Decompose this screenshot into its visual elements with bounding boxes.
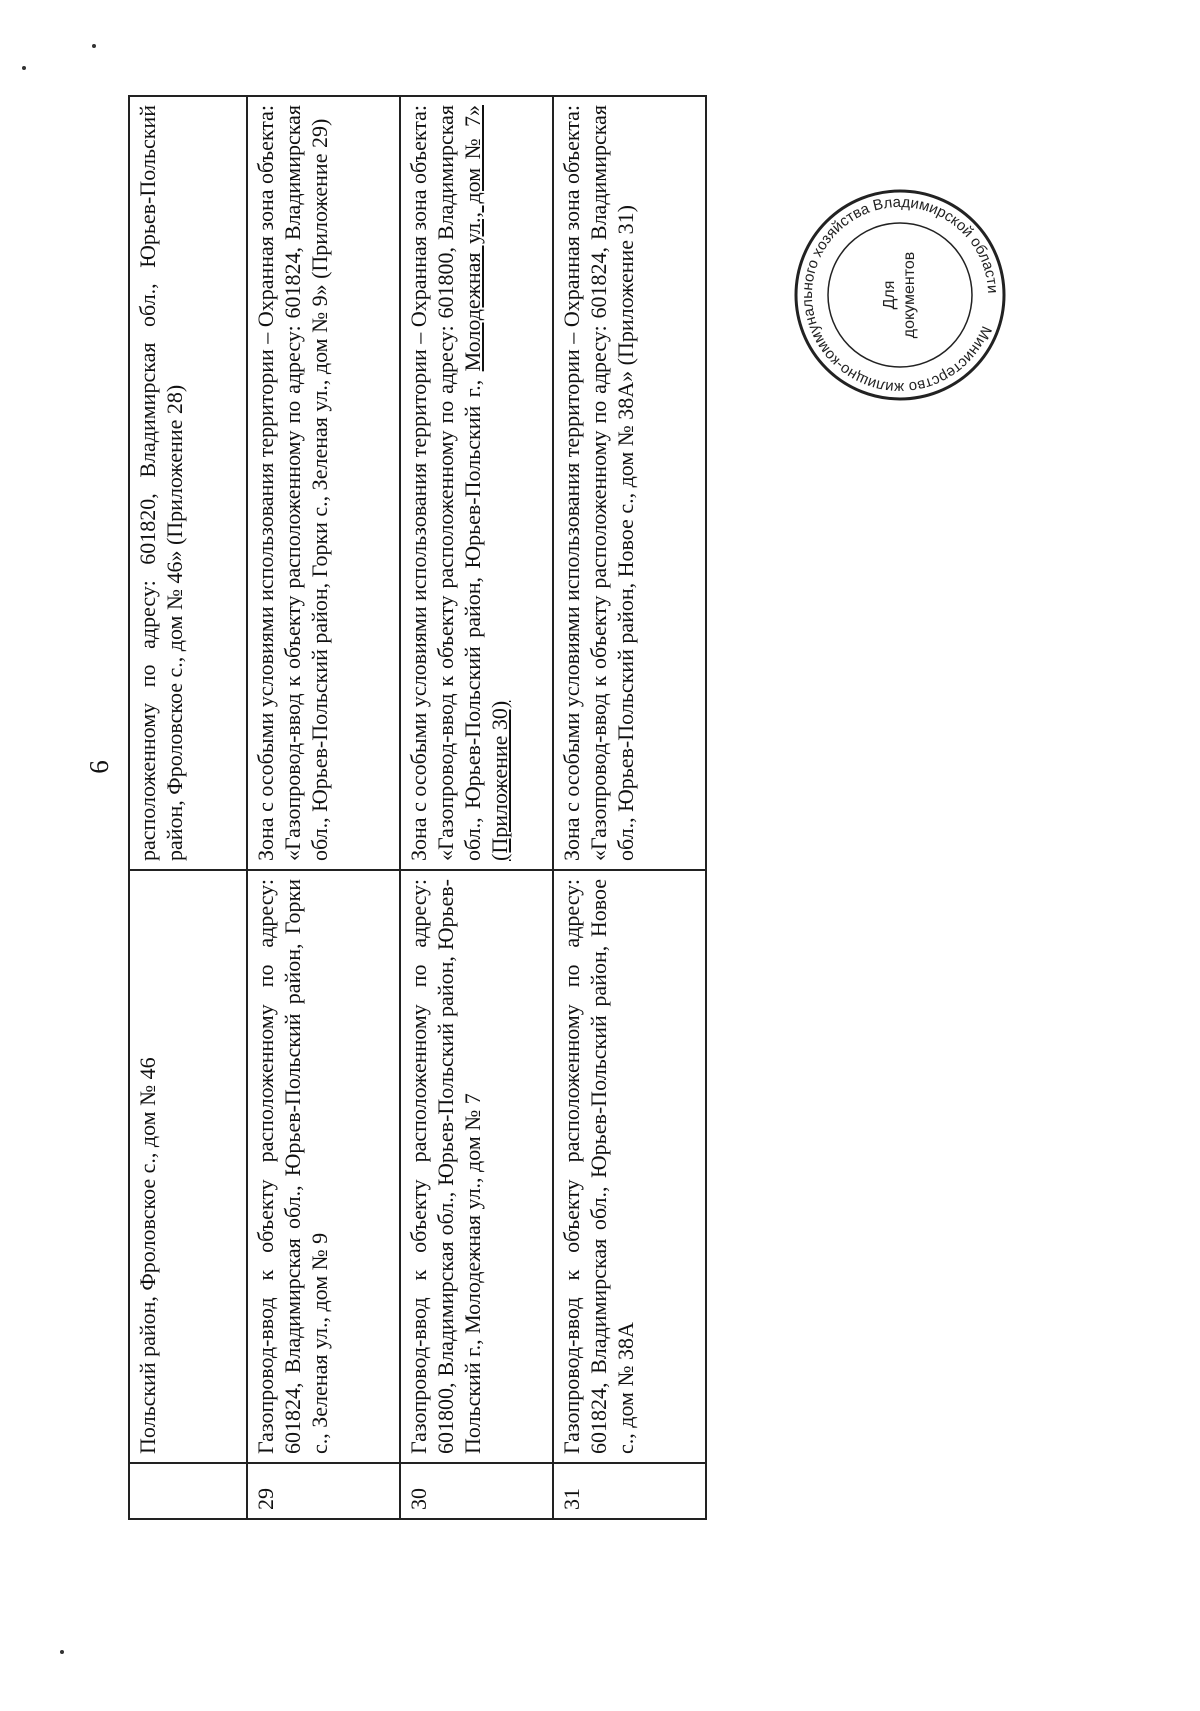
zone-text-part: Зона с особыми условиями использования территории – Охранная зона объекта: «Газопровод-ввод к объекту расположенному по адресу: 601800, Владимирская обл., Юрьев-Польский район, Юрьев-Польский г., xyxy=(406,105,485,861)
ministry-stamp xyxy=(790,185,1010,405)
stamp-center-line1: Для xyxy=(881,280,898,310)
table-row xyxy=(247,96,400,1519)
zones-table xyxy=(128,95,707,1520)
stamp-ring-text: Министерство жилищно-коммунального хозяйства Владимирской области xyxy=(798,193,1002,397)
object-description: Газопровод-ввод к объекту расположенному по адресу: 601824, Владимирская обл., Юрьев-Польский район, Новое с., дом № 38А xyxy=(553,870,706,1463)
row-number xyxy=(129,1463,247,1519)
zone-text-underlined: Молодежная ул., дом № 7» (Приложение 30) xyxy=(460,105,512,861)
row-number: 31 xyxy=(553,1463,706,1519)
table-row xyxy=(129,96,247,1519)
object-description: Газопровод-ввод к объекту расположенному по адресу: 601824, Владимирская обл., Юрьев-Польский район, Горки с., Зеленая ул., дом № 9 xyxy=(247,870,400,1463)
zone-description: расположенному по адресу: 601820, Владимирская обл., Юрьев-Польский район, Фроловское с., дом № 46» (Приложение 28) xyxy=(129,96,247,870)
row-number: 30 xyxy=(400,1463,553,1519)
object-description: Газопровод-ввод к объекту расположенному по адресу: 601800, Владимирская обл., Юрьев-Польский район, Юрьев-Польский г., Молодежная ул., дом № 7 xyxy=(400,870,553,1463)
zone-description: Зона с особыми условиями использования территории – Охранная зона объекта: «Газопровод-ввод к объекту расположенному по адресу: 601824, Владимирская обл., Юрьев-Польский район, Горки с., Зеленая ул., дом № 9» (Приложение 29) xyxy=(247,96,400,870)
row-number: 29 xyxy=(247,1463,400,1519)
zone-description: Зона с особыми условиями использования территории – Охранная зона объекта: «Газопровод-ввод к объекту расположенному по адресу: 601824, Владимирская обл., Юрьев-Польский район, Новое с., дом № 38А» (Приложение 31) xyxy=(553,96,706,870)
table-row xyxy=(400,96,553,1519)
rotated-page xyxy=(84,95,728,1520)
page-number: 6 xyxy=(84,760,114,774)
table-row xyxy=(553,96,706,1519)
stamp-center-line2: документов xyxy=(901,251,918,339)
object-description: Польский район, Фроловское с., дом № 46 xyxy=(129,870,247,1463)
zone-description xyxy=(400,96,553,870)
stamp-center xyxy=(790,185,1010,405)
